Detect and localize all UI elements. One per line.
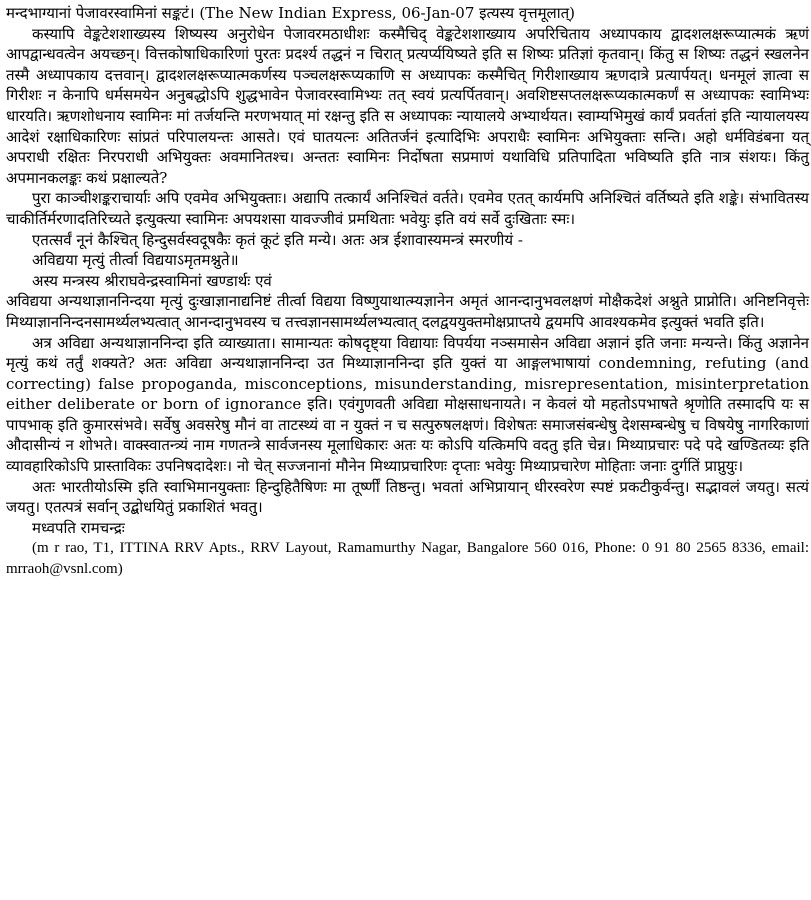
commentary-intro: अस्य मन्त्रस्य श्रीराघवेन्द्रस्वामिनां खण्डार्थः एवं: [32, 271, 272, 290]
paragraph-avidya: अत्र अविद्या अन्यथाज्ञाननिन्दा इति व्याख्याता। सामान्यतः कोषदृष्ट्या विद्यायाः विपर्यया नञ्समासेन अविद्या अज्ञानं इति जनाः मन्यन्ते। किंतु अज्ञानेन मृत्युं कथं तर्तुं शक्यते? अतः अविद्या अन्यथाज्ञाननिन्दा उत मिथ्याज्ञाननिन्दा इति युक्तं या आङ्गलभाषायां condemning, refuting (and correcting) false propoganda, misconceptions, misunderstanding, misrepresentation, misinterpretation either deliberate or born of ignorance इति। एवंगुणवती अविद्या मोक्षसाधनायते। न केवलं यो महतोऽपभाषते श्रृणोति तस्मादपि यः स पापभाक् इति कुमारसंभवे। सर्वेषु अवसरेषु मौनं वा ताटस्थ्यं वा न युक्तं न च सत्पुरुषलक्षणं। विशेषतः समाजसंबन्धेषु देशसम्बन्धेषु च विषयेषु नागरिकाणां औदासीन्यं न शोभते। वाक्स्वातन्त्र्यं नाम गणतन्त्रे सार्वजनस्य मूलाधिकारः अतः यः कोऽपि यत्किमपि वदतु इति चेन्न। मिथ्याप्रचारः पदे पदे खण्डितव्यः इति व्यावहारिकोऽपि प्रास्ताविकः उपनिषदादेशः। नो चेत् सज्जनानां मौनेन मिथ्याप्रचारिणः दृप्ताः भवेयुः मिथ्याप्रचारेण मोहिताः जनाः दुर्गतिं प्राप्नुयुः।: [6, 333, 809, 476]
isavasya-verse: अविद्यया मृत्युं तीर्त्वा विद्ययाऽमृतमश्नुते॥: [32, 251, 239, 270]
letter-heading: मन्दभाग्यानां पेजावरस्वामिनां सङ्कटं। (The New Indian Express, 06-Jan-07 इत्यस्य वृत्तमूलात्): [6, 4, 575, 22]
author-name: मध्वपति रामचन्द्रः: [32, 518, 125, 537]
paragraph-kanchi: पुरा काञ्चीशङ्कराचार्याः अपि एवमेव अभियुक्ताः। अद्यापि तत्कार्यं अनिश्चितं वर्तते। एवमेव एतत् कार्यमपि अनिश्चितं वर्तिष्यते इति शङ्के। संभावितस्य चाकीर्तिर्मरणादतिरिच्यते इत्युक्त्या स्वामिनः अपयशसा यावज्जीवं प्रमथिताः भवेयुः इति वयं सर्वे दुःखिताः स्मः।: [6, 189, 809, 228]
author-contact: (m r rao, T1, ITTINA RRV Apts., RRV Layout, Ramamurthy Nagar, Bangalore 560 016, Phone: 0 91 80 2565 8336, email: mrraoh@vsnl.com): [6, 540, 809, 578]
paragraph-appeal: अतः भारतीयोऽस्मि इति स्वाभिमानयुक्ताः हिन्दुहितैषिणः मा तूर्ष्णीं तिष्ठन्तु। भवतां अभिप्रायान् धीरस्वरेण स्पष्टं प्रकटीकुर्वन्तु। सद्भावलं जयतु। सत्यं जयतु। एतत्पत्रं सर्वान् उद्बोधयितुं प्रकाशितं भवतु।: [6, 477, 809, 517]
paragraph-commentary: अविद्यया अन्यथाज्ञाननिन्दया मृत्युं दुःखाज्ञानाद्यनिष्टं तीर्त्वा विद्यया विष्णुयाथात्म्यज्ञानेन अमृतं आनन्दानुभवलक्षणं मोक्षैकदेशं अश्नुते प्राप्नोति। अनिष्टनिवृत्तेः मिथ्याज्ञाननिन्दनसामर्थ्यलभ्यत्वात् आनन्दानुभवस्य च तत्त्वज्ञानसामर्थ्यलभ्यत्वात् दलद्वययुक्तमोक्षप्राप्तये द्वयमपि आवश्यकमेव इत्युक्तं भवति इति।: [6, 292, 809, 331]
paragraph-conspiracy: एतत्सर्वं नूनं कैश्चित् हिन्दुसर्वस्वदूषकैः कृतं कूटं इति मन्ये। अतः अत्र ईशावास्यमन्त्रं स्मरणीयं -: [32, 230, 523, 249]
paragraph-incident: कस्यापि वेङ्कटेशशाख्यस्य शिष्यस्य अनुरोधेन पेजावरमठाधीशः कस्मैचिद् वेङ्कटेशशाख्याय अपरिचिताय अध्यापकाय द्वादशलक्षरूप्यात्मकं ऋणं आपद्वान्धवत्वेन अयच्छन्। वित्तकोषाधिकारिणां पुरतः प्रदर्श्य तद्धनं न चिरात् प्रत्यर्प्ययिष्यते इति स शिष्यः प्रतिज्ञां कृतवान्। किंतु स शिष्यः तद्धनं स्खलनेन तस्मै अध्यापकाय दत्तवान्। द्वादशलक्षरूप्यात्मकर्णस्य पञ्चलक्षरूप्यकाणि स अध्यापकः कस्मैचित् गिरीशाख्याय ऋणदात्रे प्रत्यार्पयत्। धनमूलं ज्ञात्वा स गिरीशः न केनापि धर्मसमयेन अनुबद्धोऽपि शुद्धभावेन पेजावरस्वामिभ्यः तत् स्वयं प्रत्यर्पितवान्। अवशिष्टसप्तलक्षरूप्यकात्मकर्णं स अध्यापकः स्वामिभ्यः धारयति। ऋणशोधनाय स्वामिनः मां तर्जयन्ति मरणभयात् मां रक्षन्तु इति स अध्यापकः न्यायालये अभ्यार्थयत। स्वाम्यभिमुखं कार्यं प्रवर्ततां इति न्यायालयस्य आदेशं रक्षाधिकारिणः सांप्रतं परिपालयन्तः आसते। एवं घातयत्नः अतितर्जनं इत्यादिभिः अपराधैः स्वामिनः अभियुक्ताः सन्ति। अहो धर्मविडंबना यत् अपराधी रक्षितः निरपराधी अभियुक्तः अवमानितश्च। अन्ततः स्वामिनः निर्दोषता सप्रमाणं यथाविधि प्रतिपादिता भविष्यति इति नात्र संशयः। किंतु अपमानकलङ्कः कथं प्रक्षाल्यते?: [6, 24, 809, 187]
